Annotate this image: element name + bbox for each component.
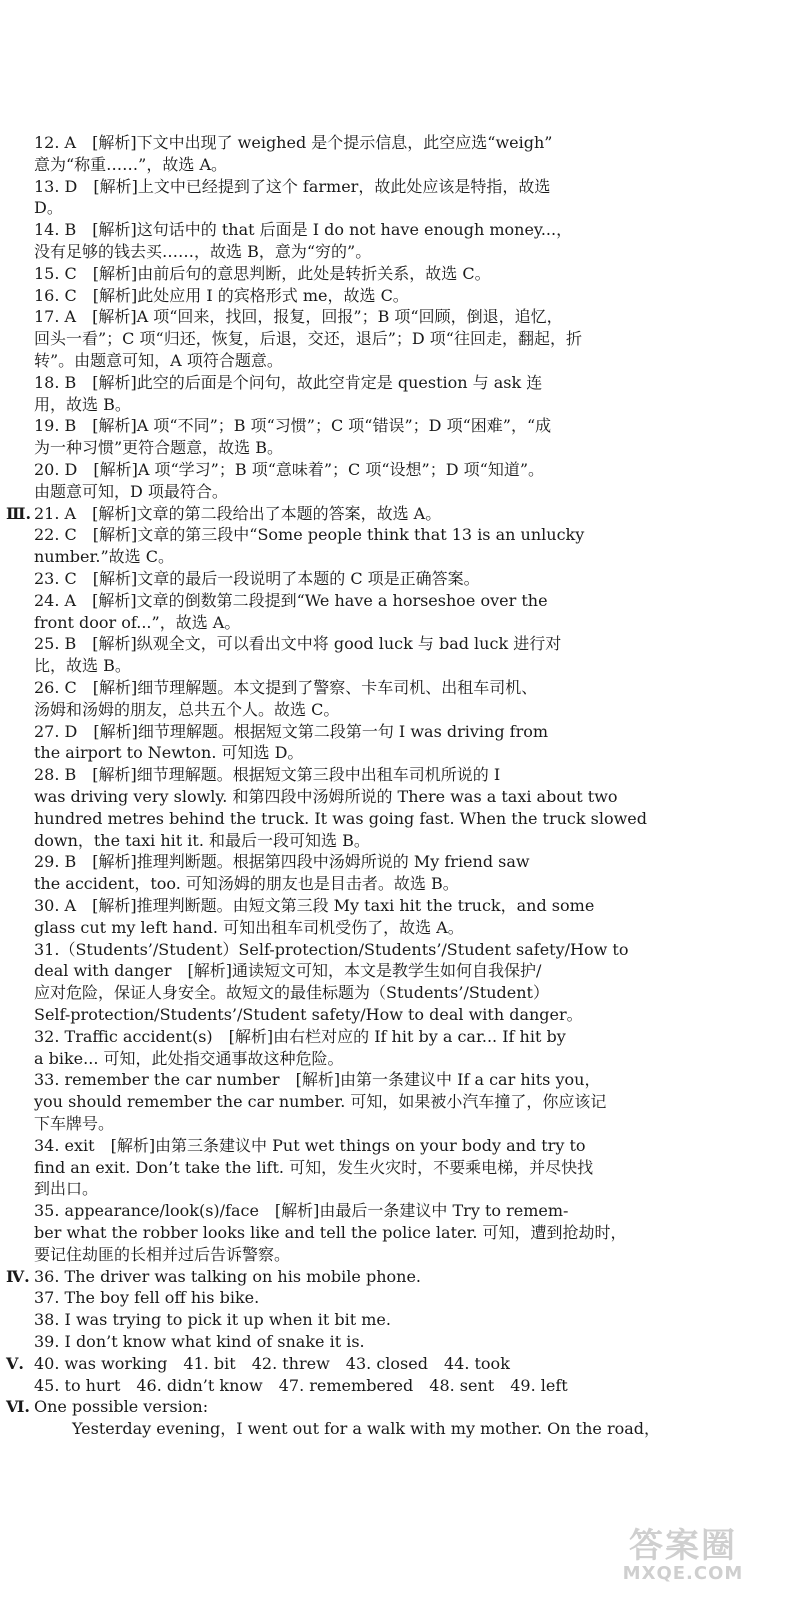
line-text: 由题意可知，D 项最符合。 bbox=[34, 481, 228, 501]
text-line bbox=[0, 895, 800, 917]
text-line bbox=[0, 699, 800, 721]
line-text: 27. D [解析]细节理解题。根据短文第二段第一句 I was driving from bbox=[34, 721, 549, 741]
line-text: One possible version: bbox=[34, 1397, 209, 1417]
text-line bbox=[0, 263, 800, 285]
line-text: number.”故选 C。 bbox=[34, 547, 174, 567]
line-text: 用，故选 B。 bbox=[34, 394, 131, 414]
line-text: 16. C [解析]此处应用 I 的宾格形式 me，故选 C。 bbox=[34, 285, 409, 305]
text-line bbox=[0, 1004, 800, 1026]
text-line bbox=[0, 1266, 800, 1288]
text-line bbox=[0, 939, 800, 961]
text-line bbox=[0, 1200, 800, 1222]
text-line bbox=[0, 503, 800, 525]
line-text: 汤姆和汤姆的朋友，总共五个人。故选 C。 bbox=[34, 699, 340, 719]
line-text: 36. The driver was talking on his mobile phone. bbox=[34, 1266, 421, 1286]
text-line bbox=[0, 1287, 800, 1309]
text-line bbox=[0, 1222, 800, 1244]
text-line bbox=[0, 786, 800, 808]
text-line bbox=[0, 1135, 800, 1157]
text-line bbox=[0, 982, 800, 1004]
line-text: 31.（Students’/Student）Self-protection/Students’/Student safety/How to bbox=[34, 939, 629, 959]
text-line bbox=[0, 1375, 800, 1397]
section-numeral: Ⅴ. bbox=[6, 1353, 24, 1373]
text-line bbox=[0, 1113, 800, 1135]
line-text: 45. to hurt 46. didn’t know 47. remembered 48. sent 49. left bbox=[34, 1375, 568, 1395]
line-text: was driving very slowly. 和第四段中汤姆所说的 There was a taxi about two bbox=[34, 787, 618, 806]
text-line bbox=[0, 1396, 800, 1418]
line-text: 14. B [解析]这句话中的 that 后面是 I do not have enough money...， bbox=[34, 220, 573, 240]
text-line bbox=[0, 285, 800, 307]
text-line bbox=[0, 830, 800, 852]
text-line bbox=[0, 721, 800, 743]
line-text: 34. exit [解析]由第三条建议中 Put wet things on your body and try to bbox=[34, 1135, 586, 1155]
line-text: find an exit. Don’t take the lift. 可知，发生火灾时，不要乘电梯，并尽快找 bbox=[34, 1157, 594, 1177]
text-line bbox=[0, 524, 800, 546]
text-line bbox=[0, 1091, 800, 1113]
line-text: 37. The boy fell off his bike. bbox=[34, 1288, 260, 1308]
line-text: the airport to Newton. 可知选 D。 bbox=[34, 743, 304, 763]
line-text: down，the taxi hit it. 和最后一段可知选 B。 bbox=[34, 830, 370, 850]
text-line bbox=[0, 568, 800, 590]
text-line bbox=[0, 764, 800, 786]
text-line bbox=[0, 1069, 800, 1091]
text-line bbox=[0, 154, 800, 176]
text-line bbox=[0, 219, 800, 241]
line-text: 25. B [解析]纵观全文，可以看出文中将 good luck 与 bad luck 进行对 bbox=[34, 634, 562, 654]
text-line bbox=[0, 372, 800, 394]
line-text: a bike... 可知，此处指交通事故这种危险。 bbox=[34, 1048, 344, 1068]
line-text: you should remember the car number. 可知，如果被小汽车撞了，你应该记 bbox=[34, 1092, 607, 1112]
line-text: 为一种习惯”更符合题意，故选 B。 bbox=[34, 438, 284, 458]
text-line bbox=[0, 176, 800, 198]
text-line bbox=[0, 1026, 800, 1048]
section-numeral: Ⅲ. bbox=[6, 503, 32, 523]
text-line bbox=[0, 1157, 800, 1179]
text-line bbox=[0, 197, 800, 219]
section-numeral: Ⅵ. bbox=[6, 1397, 30, 1417]
line-text: 到出口。 bbox=[34, 1179, 99, 1199]
line-text: 21. A [解析]文章的第二段给出了本题的答案，故选 A。 bbox=[34, 503, 442, 523]
text-line bbox=[0, 1353, 800, 1375]
line-text: 29. B [解析]推理判断题。根据第四段中汤姆所说的 My friend saw bbox=[34, 852, 530, 872]
text-line bbox=[0, 742, 800, 764]
line-text: 没有足够的钱去买……，故选 B，意为“穷的”。 bbox=[34, 242, 372, 261]
line-text: 30. A [解析]推理判断题。由短文第三段 My taxi hit the truck，and some bbox=[34, 896, 595, 915]
line-text: 12. A [解析]下文中出现了 weighed 是个提示信息，此空应选“weigh” bbox=[34, 133, 553, 152]
line-text: 19. B [解析]A 项“不同”；B 项“习惯”；C 项“错误”；D 项“困难”，“成 bbox=[34, 416, 552, 436]
line-text: 下车牌号。 bbox=[34, 1114, 115, 1133]
line-text: front door of...”，故选 A。 bbox=[34, 612, 241, 632]
text-line bbox=[0, 1048, 800, 1070]
text-line bbox=[0, 1244, 800, 1266]
line-text: 要记住劫匪的长相并过后告诉警察。 bbox=[34, 1244, 291, 1264]
watermark-logo: 答案圈 bbox=[629, 1526, 737, 1566]
text-line bbox=[0, 481, 800, 503]
line-text: the accident，too. 可知汤姆的朋友也是目击者。故选 B。 bbox=[34, 874, 459, 894]
line-text: 18. B [解析]此空的后面是个问句，故此空肯定是 question 与 ask 连 bbox=[34, 372, 543, 392]
line-text: 22. C [解析]文章的第三段中“Some people think that 13 is an unlucky bbox=[34, 525, 585, 545]
text-line bbox=[0, 546, 800, 568]
text-line bbox=[0, 851, 800, 873]
line-text: 13. D [解析]上文中已经提到了这个 farmer，故此处应该是特指，故选 bbox=[34, 176, 551, 196]
watermark-url: MXQE.COM bbox=[622, 1563, 744, 1584]
text-line bbox=[0, 655, 800, 677]
line-text: Self-protection/Students’/Student safety/How to deal with danger。 bbox=[34, 1005, 583, 1024]
text-line bbox=[0, 437, 800, 459]
text-line bbox=[0, 132, 800, 154]
line-text: 应对危险，保证人身安全。故短文的最佳标题为（Students’/Student） bbox=[34, 983, 549, 1003]
line-text: glass cut my left hand. 可知出租车司机受伤了，故选 A。 bbox=[34, 917, 464, 937]
line-text: 26. C [解析]细节理解题。本文提到了警察、卡车司机、出租车司机、 bbox=[34, 678, 538, 697]
line-text: 40. was working 41. bit 42. threw 43. closed 44. took bbox=[34, 1353, 510, 1373]
line-text: 28. B [解析]细节理解题。根据短文第三段中出租车司机所说的 I bbox=[34, 765, 501, 785]
line-text: 回头一看”；C 项“归还，恢复，后退，交还，退后”；D 项“往回走，翻起，折 bbox=[34, 329, 582, 349]
text-line bbox=[0, 415, 800, 437]
line-text: 24. A [解析]文章的倒数第二段提到“We have a horseshoe over the bbox=[34, 590, 548, 610]
text-line bbox=[0, 808, 800, 830]
text-line bbox=[0, 394, 800, 416]
text-line bbox=[0, 873, 800, 895]
line-text: 38. I was trying to pick it up when it bit me. bbox=[34, 1310, 391, 1330]
text-line bbox=[0, 350, 800, 372]
text-line bbox=[0, 1418, 800, 1440]
line-text: 17. A [解析]A 项“回来，找回，报复，回报”；B 项“回顾，倒退，追忆， bbox=[34, 307, 563, 327]
line-text: 转”。由题意可知，A 项符合题意。 bbox=[34, 351, 283, 370]
text-line bbox=[0, 960, 800, 982]
text-line bbox=[0, 917, 800, 939]
line-text: 20. D [解析]A 项“学习”；B 项“意味着”；C 项“设想”；D 项“知道”。 bbox=[34, 460, 545, 479]
section-numeral: Ⅳ. bbox=[6, 1266, 30, 1286]
line-text: 意为“称重……”，故选 A。 bbox=[34, 154, 228, 174]
line-text: 35. appearance/look(s)/face [解析]由最后一条建议中 Try to remem- bbox=[34, 1201, 569, 1221]
text-line bbox=[0, 1331, 800, 1353]
line-text: 23. C [解析]文章的最后一段说明了本题的 C 项是正确答案。 bbox=[34, 569, 480, 588]
line-text: 32. Traffic accident(s) [解析]由右栏对应的 If hit by a car... If hit by bbox=[34, 1026, 566, 1046]
text-line bbox=[0, 241, 800, 263]
text-line bbox=[0, 1309, 800, 1331]
line-text: 39. I don’t know what kind of snake it is. bbox=[34, 1332, 365, 1351]
line-text: 比，故选 B。 bbox=[34, 656, 131, 676]
text-line bbox=[0, 459, 800, 481]
text-line bbox=[0, 1178, 800, 1200]
line-text: D。 bbox=[34, 198, 63, 218]
line-text: 15. C [解析]由前后句的意思判断，此处是转折关系，故选 C。 bbox=[34, 263, 491, 283]
text-line bbox=[0, 633, 800, 655]
line-text: ber what the robber looks like and tell the police later. 可知，遭到抢劫时， bbox=[34, 1223, 627, 1242]
line-text: 33. remember the car number [解析]由第一条建议中 If a car hits you， bbox=[34, 1070, 601, 1090]
text-line bbox=[0, 677, 800, 699]
text-line bbox=[0, 590, 800, 612]
line-text: hundred metres behind the truck. It was going fast. When the truck slowed bbox=[34, 808, 648, 828]
text-line bbox=[0, 306, 800, 328]
text-line bbox=[0, 328, 800, 350]
line-text: Yesterday evening，I went out for a walk with my mother. On the road， bbox=[72, 1419, 660, 1439]
watermark bbox=[588, 1528, 778, 1586]
text-line bbox=[0, 612, 800, 634]
line-text: deal with danger [解析]通读短文可知，本文是教学生如何自我保护/ bbox=[34, 961, 542, 981]
